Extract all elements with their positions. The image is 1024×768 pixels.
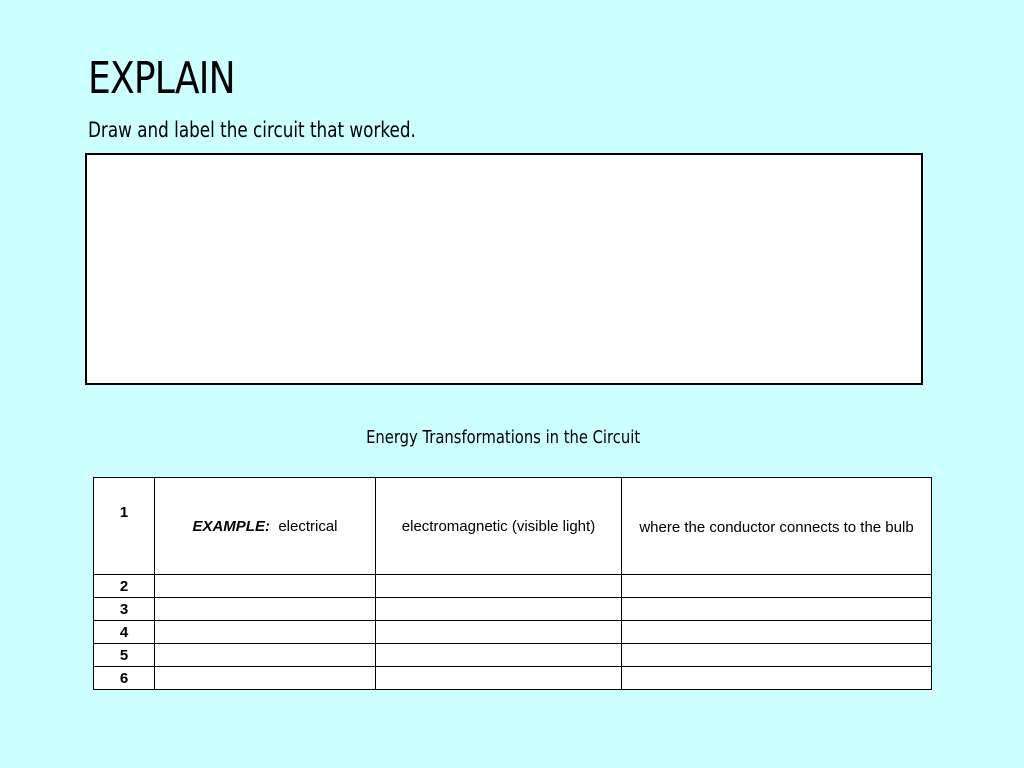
output-energy-cell[interactable] <box>376 667 622 690</box>
location-cell[interactable] <box>622 667 932 690</box>
input-energy-cell[interactable] <box>155 598 376 621</box>
output-energy-cell[interactable] <box>376 598 622 621</box>
input-energy-cell[interactable] <box>155 644 376 667</box>
circuit-drawing-area[interactable] <box>85 153 923 385</box>
input-energy-cell[interactable] <box>155 621 376 644</box>
table-caption-text: Energy Transformations in the Circuit <box>365 427 641 448</box>
input-energy-cell[interactable] <box>155 478 376 575</box>
row-number: 3 <box>94 598 155 621</box>
output-energy-cell[interactable] <box>376 621 622 644</box>
example-label: EXAMPLE: <box>192 517 270 535</box>
energy-transformations-table <box>93 477 932 690</box>
instruction-text: Draw and label the circuit that worked. <box>88 118 416 142</box>
table-row <box>94 598 932 621</box>
location-cell[interactable] <box>622 575 932 598</box>
output-energy-cell[interactable] <box>376 575 622 598</box>
table-row <box>94 575 932 598</box>
location-cell[interactable] <box>622 478 932 575</box>
location-cell[interactable] <box>622 644 932 667</box>
page-title: EXPLAIN <box>88 53 235 104</box>
row-number: 5 <box>94 644 155 667</box>
table-caption <box>0 427 1006 448</box>
table-row <box>94 621 932 644</box>
input-energy-cell[interactable] <box>155 575 376 598</box>
input-energy-cell[interactable] <box>155 667 376 690</box>
output-energy-text: electromagnetic (visible light) <box>401 517 596 535</box>
location-cell[interactable] <box>622 621 932 644</box>
table-row <box>94 478 932 575</box>
row-number: 6 <box>94 667 155 690</box>
output-energy-cell[interactable] <box>376 644 622 667</box>
location-text: where the conductor connects to the bulb <box>639 518 914 536</box>
table-row <box>94 644 932 667</box>
output-energy-cell[interactable] <box>376 478 622 575</box>
input-energy-text: electrical <box>278 517 338 535</box>
table-row <box>94 667 932 690</box>
row-number: 4 <box>94 621 155 644</box>
location-cell[interactable] <box>622 598 932 621</box>
row-number: 2 <box>94 575 155 598</box>
row-number: 1 <box>94 478 155 575</box>
